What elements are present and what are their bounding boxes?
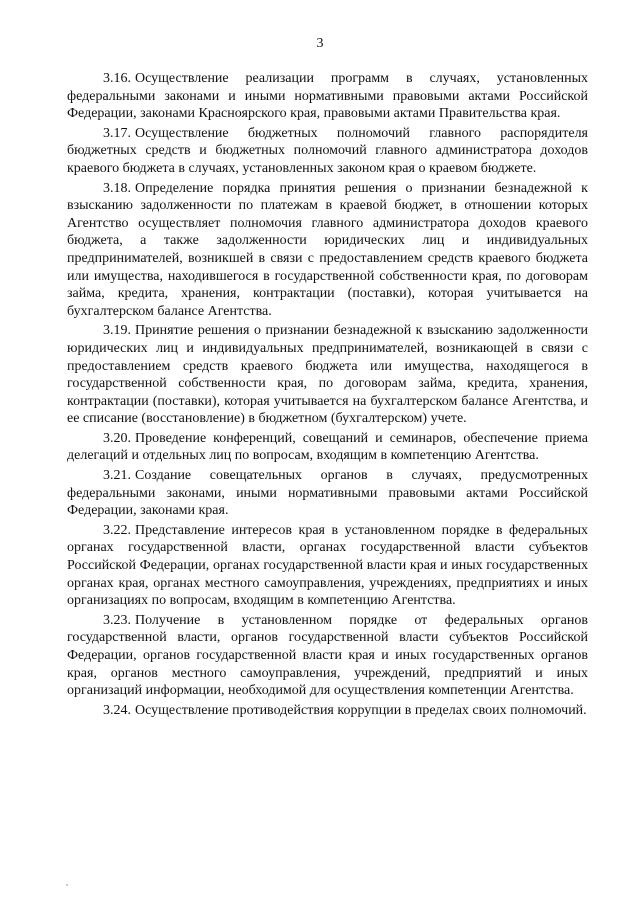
- paragraph-number: 3.23.: [103, 612, 131, 628]
- paragraph-3-17: [67, 125, 588, 178]
- paragraph-text: Осуществление противодействия коррупции в пределах своих полномочий.: [135, 702, 587, 718]
- paragraph-number: 3.24.: [103, 702, 131, 718]
- paragraph-3-19: [67, 322, 588, 428]
- paragraph-text: Представление интересов края в установленном порядке в федеральных органах государственной власти, органах государственной власти субъектов Российской Федерации, органах государственной власти края и иных государственных органах края, органах местного самоуправления, учреждениях, предприятиях и иных организациях по вопросам, входящим в компетенцию Агентства.: [67, 522, 588, 609]
- paragraph-number: 3.18.: [103, 180, 131, 196]
- page-number: 3: [316, 36, 324, 51]
- paragraph-number: 3.20.: [103, 430, 131, 446]
- paragraph-3-16: [67, 70, 588, 123]
- paragraph-number: 3.22.: [103, 522, 131, 538]
- paragraph-text: Осуществление бюджетных полномочий главного распорядителя бюджетных средств и бюджетных полномочий главного администратора доходов краевого бюджета в случаях, установленных законом края о краевом бюджете.: [67, 125, 588, 176]
- paragraph-3-20: [67, 430, 588, 465]
- paragraph-text: Создание совещательных органов в случаях, предусмотренных федеральными законами, иными нормативными правовыми актами Российской Федерации, законами края.: [67, 468, 588, 519]
- paragraph-3-18: [67, 180, 588, 321]
- paragraph-number: 3.17.: [103, 125, 131, 141]
- paragraph-3-21: [67, 467, 588, 520]
- paragraph-text: Определение порядка принятия решения о признании безнадежной к взысканию задолженности по платежам в краевой бюджет, в отношении которых Агентство осуществляет полномочия главного администратора доходов краевого бюджета, а также задолженности юридических лиц и индивидуальных предпринимателей, возникшей в связи с предоставлением средств краевого бюджета или имущества, находившегося в государственной собственности края, по договорам займа, кредита, хранения, контрактации (поставки), которая учитывается на бухгалтерском балансе Агентства.: [67, 180, 588, 319]
- paragraph-number: 3.21.: [103, 468, 131, 484]
- paragraph-number: 3.19.: [103, 323, 131, 339]
- paragraph-text: Принятие решения о признании безнадежной к взысканию задолженности юридических лиц и индивидуальных предпринимателей, возникающей в связи с предоставлением средств краевого бюджета или имущества, находящегося в государственной собственности края, по договорам займа, кредита, хранения, контрактации (поставки), которая учитывается на бухгалтерском балансе Агентства, и ее списание (восстановление) в бюджетном (бухгалтерском) учете.: [67, 323, 588, 427]
- document-body: [67, 70, 588, 721]
- paragraph-text: Получение в установленном порядке от федеральных органов государственной власти, органов государственной власти субъектов Российской Федерации, органов государственной власти края и иных государственных органов края, органов местного самоуправления, учреждений, предприятий и иных организаций информации, необходимой для осуществления компетенции Агентства.: [67, 612, 588, 699]
- paragraph-3-22: [67, 522, 588, 610]
- scan-speck: [66, 884, 68, 886]
- paragraph-text: Осуществление реализации программ в случаях, установленных федеральными законами и иными нормативными правовыми актами Российской Федерации, законами Красноярского края, правовыми актами Правительства края.: [67, 71, 588, 122]
- paragraph-number: 3.16.: [103, 71, 131, 86]
- paragraph-text: Проведение конференций, совещаний и семинаров, обеспечение приема делегаций и отдельных лиц по вопросам, входящим в компетенцию Агентства.: [67, 430, 588, 464]
- paragraph-3-23: [67, 612, 588, 700]
- paragraph-3-24: [67, 702, 588, 720]
